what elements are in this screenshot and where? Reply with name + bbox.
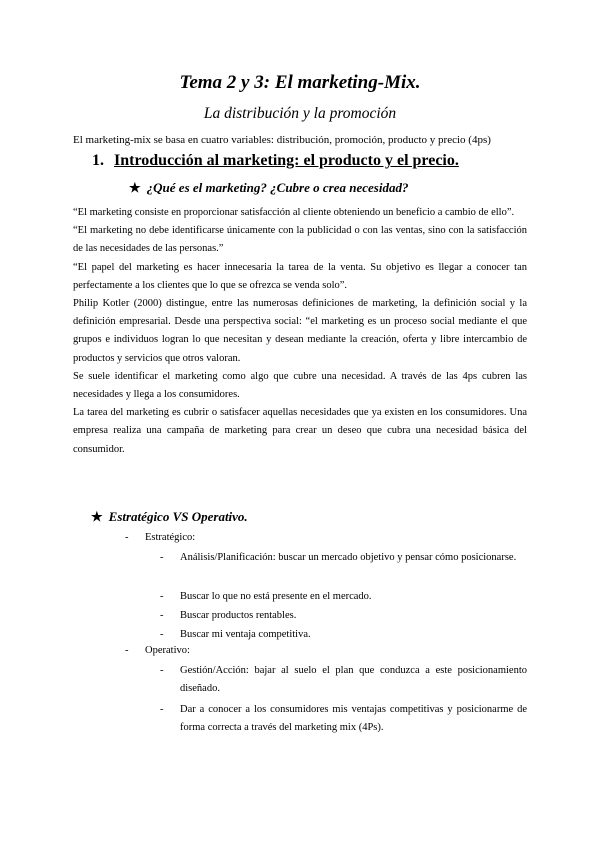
dash-bullet: - xyxy=(160,704,164,715)
star-bullet-icon: ★ xyxy=(91,509,103,524)
dash-bullet: - xyxy=(160,552,164,563)
subsection-heading-text: ¿Qué es el marketing? ¿Cubre o crea necesidad? xyxy=(146,180,409,195)
list-item-text: Buscar lo que no está presente en el mercado. xyxy=(180,591,372,602)
subsection-heading-marketing xyxy=(129,180,408,196)
section-heading-text: Introducción al marketing: el producto y el precio. xyxy=(114,152,459,169)
body-paragraphs xyxy=(73,204,527,459)
section-heading xyxy=(92,152,532,170)
paragraph: Philip Kotler (2000) distingue, entre las numerosas definiciones de marketing, la definición social y la definición empresarial. Desde una perspectiva social: “el marketing es un proceso social mediante el que grupos e individuos logran lo que necesitan y desean mediante la creación, oferta y libre intercambio de productos y servicios que otros valoran. xyxy=(73,298,527,364)
paragraph: Se suele identificar el marketing como algo que cubre una necesidad. A través de las 4ps cubren las necesidades y llega a los consumidores. xyxy=(73,370,527,401)
paragraph: “El marketing no debe identificarse únicamente con la publicidad o con las ventas, sino con la satisfacción de las necesidades de las personas.” xyxy=(73,225,527,255)
list-item xyxy=(160,588,527,606)
section-number: 1. xyxy=(92,152,104,169)
list-label: Operativo: xyxy=(145,645,190,656)
list-item-operativo xyxy=(125,645,190,656)
dash-bullet: - xyxy=(160,665,164,676)
list-item xyxy=(160,549,527,567)
dash-bullet: - xyxy=(160,610,164,621)
star-bullet-icon: ★ xyxy=(129,180,141,195)
list-item-text: Dar a conocer a los consumidores mis ventajas competitivas y posicionarme de forma correcta a través del marketing mix (4Ps). xyxy=(180,704,527,734)
dash-bullet: - xyxy=(160,591,164,602)
list-item xyxy=(160,607,527,625)
subsection-heading-text: Estratégico VS Operativo. xyxy=(108,509,248,524)
dash-bullet: - xyxy=(125,532,129,543)
subsection-heading-strategic xyxy=(91,509,248,525)
list-item-text: Gestión/Acción: bajar al suelo el plan que conduzca a este posicionamiento diseñado. xyxy=(180,665,527,695)
dash-bullet: - xyxy=(125,645,129,656)
list-item xyxy=(160,662,527,698)
list-item-text: Buscar productos rentables. xyxy=(180,610,297,621)
list-item xyxy=(160,626,527,644)
list-item-text: Análisis/Planificación: buscar un mercado objetivo y pensar cómo posicionarse. xyxy=(180,552,517,563)
list-label: Estratégico: xyxy=(145,532,196,543)
paragraph: “El marketing consiste en proporcionar satisfacción al cliente obteniendo un beneficio a cambio de ello”. xyxy=(73,207,515,218)
list-item-estrategico xyxy=(125,532,195,543)
list-item xyxy=(160,701,527,737)
dash-bullet: - xyxy=(160,629,164,640)
intro-text: El marketing-mix se basa en cuatro variables: distribución, promoción, producto y precio (4ps) xyxy=(73,134,491,146)
page-title: Tema 2 y 3: El marketing-Mix. xyxy=(179,72,421,93)
paragraph: La tarea del marketing es cubrir o satisfacer aquellas necesidades que ya existen en los consumidores. Una empresa realiza una campaña de marketing para crear un deseo que cubra una necesidad básica del consumidor. xyxy=(73,407,527,455)
list-item-text: Buscar mi ventaja competitiva. xyxy=(180,629,311,640)
paragraph: “El papel del marketing es hacer innecesaria la tarea de la venta. Su objetivo es llegar a conocer tan perfectamente a los clientes que lo que se ofrezca se venda solo”. xyxy=(73,261,527,291)
page-subtitle: La distribución y la promoción xyxy=(203,105,397,122)
